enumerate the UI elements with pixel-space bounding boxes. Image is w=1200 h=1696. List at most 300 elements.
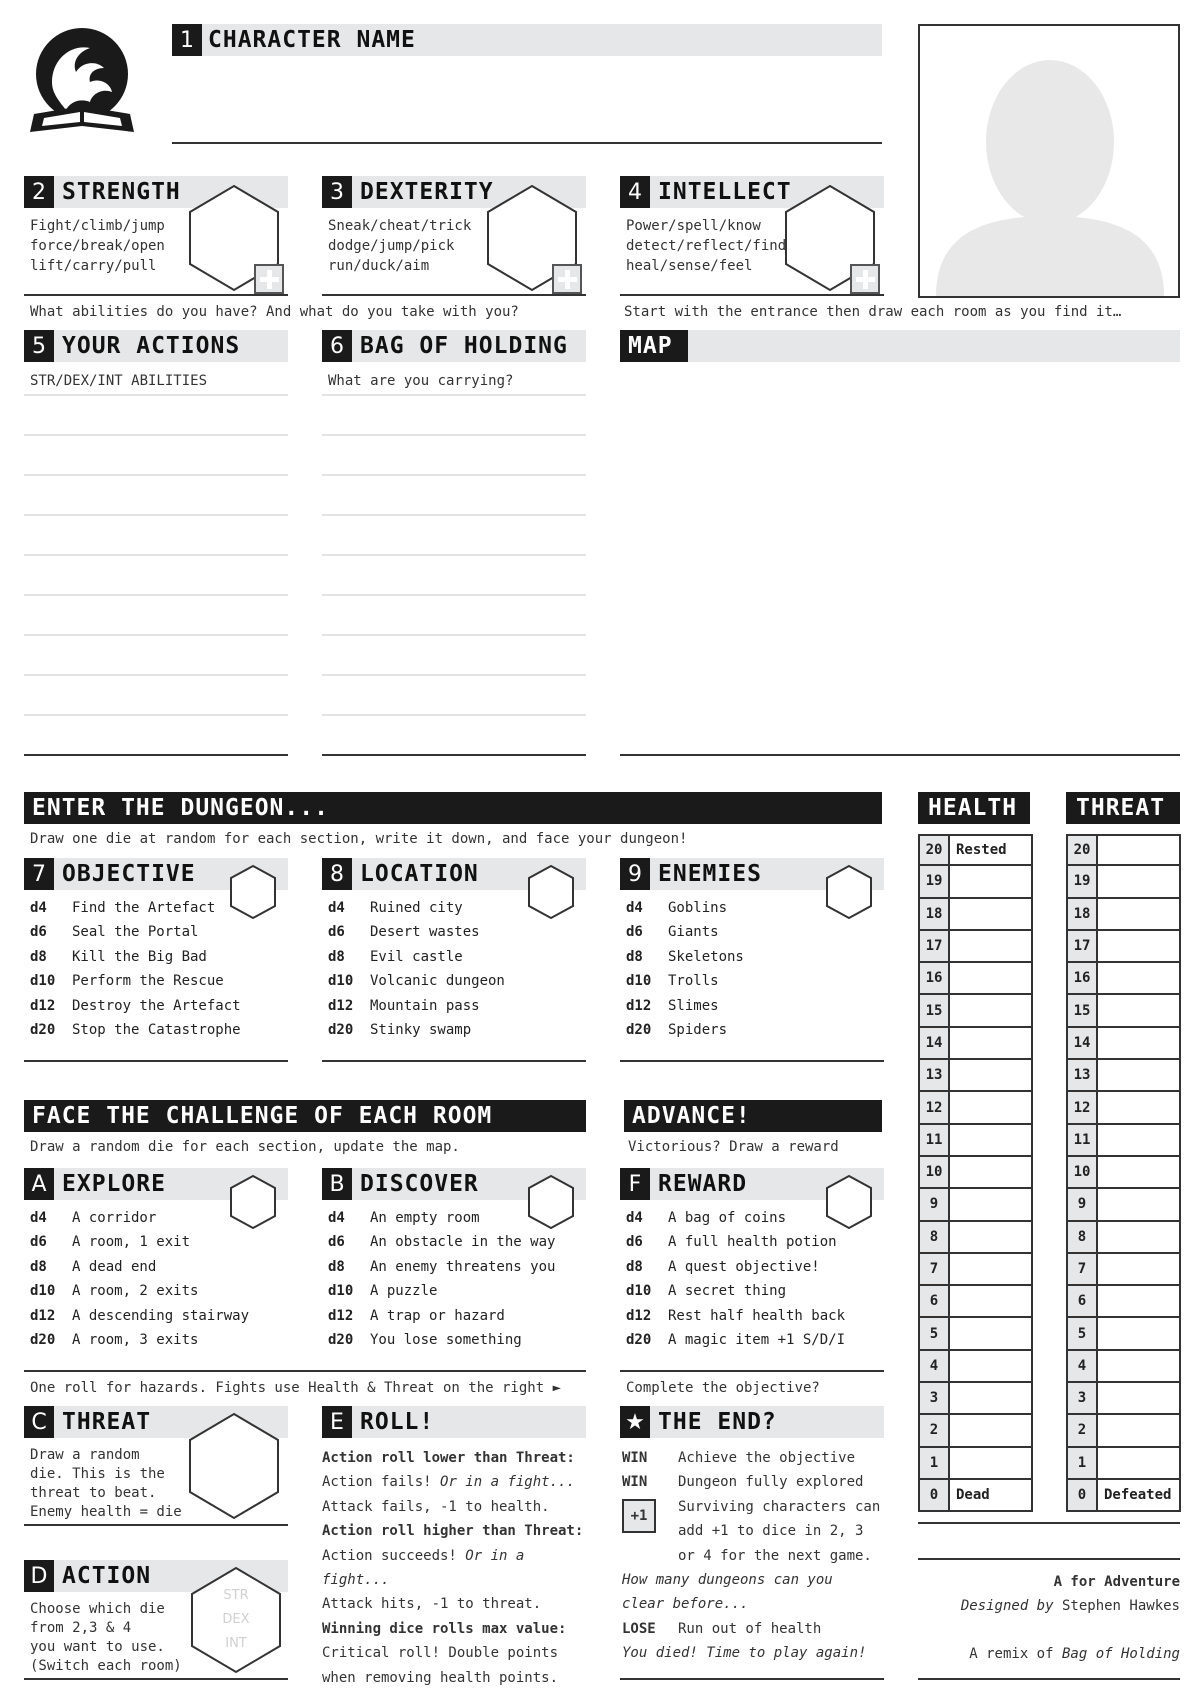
explore-row [30,1279,288,1303]
section-number: C [24,1406,54,1438]
track-cell[interactable]: Dead [956,1487,990,1504]
dragon-book-logo [30,22,140,136]
track-cell[interactable] [1098,1222,1179,1252]
track-number: 16 [1068,963,1098,993]
writing-line[interactable] [24,434,288,436]
die-label: d6 [328,1234,345,1251]
track-cell[interactable] [1098,1254,1179,1284]
map-prompt: Start with the entrance then draw each room as you find it… [624,304,1122,320]
track-number: 19 [920,866,950,896]
track-row[interactable] [1066,1383,1181,1415]
table-cell: Stop the Catastrophe [72,1022,241,1039]
table-cell: Giants [668,924,719,941]
die-label: d8 [626,1258,643,1275]
intellect-plus-icon[interactable] [850,264,880,294]
track-cell[interactable] [1098,1318,1179,1348]
track-row[interactable] [1066,1318,1181,1350]
table-cell: You lose something [370,1332,522,1349]
track-cell[interactable] [1098,995,1179,1025]
track-cell[interactable] [1098,1415,1179,1445]
face-challenge-subtitle: Draw a random die for each section, update the map. [30,1139,460,1155]
track-row[interactable] [1066,1092,1181,1124]
table-cell: A secret thing [668,1283,787,1300]
track-cell[interactable] [1098,1092,1179,1122]
writing-line[interactable] [322,474,586,476]
die-label: d6 [30,924,47,941]
dexterity-plus-icon[interactable] [552,264,582,294]
table-cell: Volcanic dungeon [370,973,505,990]
end-section [620,1406,884,1666]
threat-line: threat to beat. [30,1485,157,1501]
table-cell: Goblins [668,900,728,916]
section-number: E [322,1406,352,1438]
track-cell[interactable] [950,931,1031,961]
bag-subtitle: What are you carrying? [328,373,514,389]
die-label: d12 [328,997,354,1014]
writing-line[interactable] [322,594,586,596]
track-number: 12 [1068,1092,1098,1122]
track-row[interactable] [1066,1254,1181,1286]
track-number: 9 [1068,1189,1098,1219]
remix-prefix: A remix of [969,1646,1054,1662]
location-row [328,969,586,993]
section-number: 1 [172,24,202,56]
track-number: 3 [920,1383,950,1413]
table-cell: An empty room [370,1210,480,1226]
track-cell[interactable] [1098,836,1179,864]
die-label: d8 [328,1258,345,1275]
writing-line[interactable] [24,394,288,396]
track-number: 13 [1068,1060,1098,1090]
track-row[interactable] [918,1415,1033,1447]
die-label: d20 [30,1022,56,1039]
writing-line[interactable] [322,674,586,676]
track-number: 7 [1068,1254,1098,1284]
explore-row [30,1328,288,1352]
die-label: d6 [626,924,643,941]
writing-line[interactable] [322,514,586,516]
track-cell[interactable] [1098,1351,1179,1381]
action-line: from 2,3 & 4 [30,1620,132,1636]
track-cell[interactable] [1098,931,1179,961]
track-cell[interactable] [950,1125,1031,1155]
section-title: THREAT [62,1409,152,1435]
track-number: 4 [1068,1351,1098,1381]
track-cell[interactable] [950,1286,1031,1316]
section-title: THE END? [658,1409,777,1435]
die-label: d12 [626,1307,652,1324]
intellect-line: heal/sense/feel [626,258,753,274]
track-row[interactable] [918,931,1033,963]
reward-row [626,1304,884,1328]
table-cell: A room, 1 exit [72,1234,191,1251]
table-cell: Ruined city [370,900,463,916]
survive-line: or 4 for the next game. [678,1547,872,1564]
track-cell[interactable] [950,1222,1031,1252]
discover-row [328,1255,586,1279]
section-number: B [322,1168,352,1200]
reward-row [626,1328,884,1352]
died-line: You died! Time to play again! [622,1645,867,1662]
track-row[interactable] [1066,1351,1181,1383]
track-row[interactable] [918,1318,1033,1350]
table-cell: Seal the Portal [72,924,199,941]
die-label: d6 [30,1234,47,1251]
table-cell: A full health potion [668,1234,837,1251]
track-row[interactable] [1066,866,1181,898]
die-label: d8 [30,1258,47,1275]
track-cell[interactable] [1098,899,1179,929]
track-number: 5 [1068,1318,1098,1348]
table-cell: Slimes [668,997,719,1014]
roll-line: Winning dice rolls max value: [322,1620,567,1637]
win-label: WIN [622,1450,648,1466]
objective-row [30,1018,288,1042]
writing-line[interactable] [24,714,288,716]
location-row [328,994,586,1018]
die-label: d4 [30,1210,47,1226]
track-row[interactable] [918,1222,1033,1254]
track-number: 16 [920,963,950,993]
objective-row [30,920,288,944]
track-row[interactable] [1066,963,1181,995]
enemies-row [626,945,884,969]
advance-subtitle: Victorious? Draw a reward [628,1139,839,1155]
track-row[interactable] [1066,1125,1181,1157]
lose-text: Run out of health [678,1620,822,1637]
threat-hexagon-icon[interactable] [186,1412,282,1520]
actions-section [24,330,288,391]
track-row[interactable] [918,1448,1033,1480]
writing-line[interactable] [24,634,288,636]
location-row [328,920,586,944]
track-row[interactable] [918,1092,1033,1124]
die-label: d4 [328,1210,345,1226]
writing-line[interactable] [322,394,586,396]
track-number: 6 [920,1286,950,1316]
writing-line[interactable] [24,594,288,596]
reward-row [626,1230,884,1254]
track-number: 5 [920,1318,950,1348]
table-cell: Destroy the Artefact [72,997,241,1014]
table-cell: A corridor [72,1210,157,1226]
enemies-hexagon-icon[interactable] [824,864,874,920]
table-cell: Mountain pass [370,997,480,1014]
objective-row [30,994,288,1018]
strength-line: lift/carry/pull [30,258,157,274]
table-cell: A room, 3 exits [72,1332,199,1349]
die-label: d4 [328,900,345,916]
writing-line[interactable] [24,554,288,556]
die-label: d12 [626,997,652,1014]
dexterity-line: Sneak/cheat/trick [328,218,472,234]
win-label: WIN [622,1474,648,1491]
enemies-row [626,969,884,993]
track-cell[interactable] [950,1157,1031,1187]
hazard-note: One roll for hazards. Fights use Health & Threat on the right ► [30,1380,562,1396]
objective-row [30,969,288,993]
table-cell: A trap or hazard [370,1307,505,1324]
track-number: 17 [920,931,950,961]
die-label: d4 [30,900,47,916]
roll-line: Attack fails, -1 to health. [322,1498,550,1515]
discover-row [328,1304,586,1328]
section-number: 4 [620,176,650,208]
section-title: ENEMIES [658,861,762,887]
track-number: 2 [920,1415,950,1445]
track-cell[interactable] [1098,1157,1179,1187]
discover-row [328,1230,586,1254]
track-cell[interactable] [1098,1125,1179,1155]
track-cell[interactable] [950,866,1031,896]
reward-hexagon-icon[interactable] [824,1174,874,1230]
strength-plus-icon[interactable] [254,264,284,294]
track-cell[interactable] [1098,1060,1179,1090]
track-number: 18 [920,899,950,929]
credits-title: A for Adventure [1053,1574,1180,1590]
track-cell[interactable] [1098,1448,1179,1478]
section-title: BAG OF HOLDING [360,333,568,359]
track-cell[interactable]: Rested [956,842,1007,859]
survive-line: Surviving characters can [678,1498,881,1515]
track-row[interactable] [918,834,1033,866]
designer-prefix: Designed by [960,1598,1054,1614]
section-number: 6 [322,330,352,362]
track-cell[interactable] [950,1448,1031,1478]
section-title: YOUR ACTIONS [62,333,241,359]
track-row[interactable] [1066,1060,1181,1092]
section-title: REWARD [658,1171,748,1197]
section-title: ACTION [62,1563,152,1589]
die-label: d10 [30,1283,56,1300]
track-row[interactable] [1066,1448,1181,1480]
section-number: D [24,1560,54,1592]
roll-line: Action roll lower than Threat: [322,1450,575,1466]
table-cell: A descending stairway [72,1307,250,1324]
track-number: 15 [920,995,950,1025]
map-area[interactable] [620,366,1180,752]
track-row[interactable] [918,1286,1033,1318]
enemies-row [626,994,884,1018]
die-label: d20 [30,1332,56,1349]
writing-line[interactable] [24,514,288,516]
section-number: F [620,1168,650,1200]
track-cell[interactable] [950,1028,1031,1058]
track-row[interactable] [1066,1028,1181,1060]
threat-line: Draw a random [30,1447,140,1463]
die-label: d20 [328,1022,354,1039]
die-label: d8 [30,948,47,965]
track-cell[interactable]: Defeated [1104,1487,1172,1504]
character-name-line[interactable] [172,142,882,144]
survive-line: add +1 to dice in 2, 3 [678,1523,864,1540]
explore-hexagon-icon[interactable] [228,1174,278,1230]
discover-row [328,1279,586,1303]
track-number: 20 [920,836,950,864]
track-number: 14 [1068,1028,1098,1058]
character-name-header [172,24,882,56]
track-row[interactable] [918,1480,1033,1512]
enter-dungeon-banner: ENTER THE DUNGEON... [24,792,882,824]
writing-line[interactable] [24,674,288,676]
track-number: 20 [1068,836,1098,864]
writing-line[interactable] [322,554,586,556]
track-cell[interactable] [1098,1286,1179,1316]
objective-row [30,945,288,969]
track-cell[interactable] [950,995,1031,1025]
star-icon: ★ [620,1406,650,1438]
track-row[interactable] [918,1351,1033,1383]
track-cell[interactable] [950,1189,1031,1219]
track-cell[interactable] [950,1092,1031,1122]
table-cell: A bag of coins [668,1210,787,1226]
section-number: A [24,1168,54,1200]
discover-hexagon-icon[interactable] [526,1174,576,1230]
location-hexagon-icon[interactable] [526,864,576,920]
threat-line: die. This is the [30,1466,165,1482]
writing-line[interactable] [322,714,586,716]
track-row[interactable] [918,899,1033,931]
track-number: 8 [920,1222,950,1252]
section-title: MAP [620,330,688,362]
reward-row [626,1279,884,1303]
track-row[interactable] [1066,834,1181,866]
track-cell[interactable] [950,1415,1031,1445]
track-cell[interactable] [950,1351,1031,1381]
track-number: 18 [1068,899,1098,929]
complete-note: Complete the objective? [626,1380,820,1396]
objective-hexagon-icon[interactable] [228,864,278,920]
track-cell[interactable] [950,1318,1031,1348]
track-row[interactable] [918,1060,1033,1092]
section-title: EXPLORE [62,1171,166,1197]
track-number: 14 [920,1028,950,1058]
track-row[interactable] [918,1254,1033,1286]
intellect-line: Power/spell/know [626,218,761,234]
track-row[interactable] [918,1383,1033,1415]
portrait-box[interactable] [918,24,1180,298]
track-number: 10 [1068,1157,1098,1187]
track-cell[interactable] [1098,1028,1179,1058]
track-cell[interactable] [1098,963,1179,993]
threat-track [1066,834,1181,1512]
explore-row [30,1230,288,1254]
dex-label: DEX [222,1612,250,1627]
portrait-placeholder-icon [920,26,1178,296]
track-number: 7 [920,1254,950,1284]
table-cell: Stinky swamp [370,1022,472,1039]
table-cell: A room, 2 exits [72,1283,199,1300]
roll-line: Action fails! Or in a fight... [322,1474,575,1491]
location-row [328,1018,586,1042]
track-row[interactable] [1066,1480,1181,1512]
section-number: 9 [620,858,650,890]
track-number: 8 [1068,1222,1098,1252]
track-row[interactable] [918,1189,1033,1221]
health-track [918,834,1033,1512]
section-title: LOCATION [360,861,479,887]
threat-banner: THREAT [1066,792,1180,824]
int-label: INT [225,1636,247,1651]
table-cell: A dead end [72,1258,157,1275]
track-number: 12 [920,1092,950,1122]
writing-line[interactable] [322,434,586,436]
track-cell[interactable] [950,1254,1031,1284]
dexterity-line: run/duck/aim [328,258,430,274]
action-line: Choose which die [30,1601,165,1617]
track-number: 15 [1068,995,1098,1025]
track-number: 10 [920,1157,950,1187]
track-number: 19 [1068,866,1098,896]
track-row[interactable] [918,995,1033,1027]
strength-line: Fight/climb/jump [30,218,165,234]
track-row[interactable] [1066,995,1181,1027]
track-row[interactable] [1066,1286,1181,1318]
track-row[interactable] [1066,1189,1181,1221]
dexterity-line: dodge/jump/pick [328,238,455,254]
table-cell: Spiders [668,1022,728,1039]
explore-row [30,1255,288,1279]
die-label: d10 [626,973,652,990]
track-number: 4 [920,1351,950,1381]
section-title: STRENGTH [62,179,181,205]
track-cell[interactable] [950,899,1031,929]
enter-dungeon-subtitle: Draw one die at random for each section, write it down, and face your dungeon! [30,831,688,847]
track-cell[interactable] [1098,1383,1179,1413]
die-label: d8 [626,948,643,965]
track-row[interactable] [1066,1157,1181,1189]
track-cell[interactable] [1098,866,1179,896]
roll-line: when removing health points. [322,1669,559,1686]
discover-row [328,1328,586,1352]
action-line: you want to use. [30,1639,165,1655]
track-row[interactable] [918,1028,1033,1060]
track-cell[interactable] [950,1383,1031,1413]
track-row[interactable] [1066,931,1181,963]
die-label: d12 [30,997,56,1014]
track-row[interactable] [918,1157,1033,1189]
track-number: 0 [920,1480,950,1510]
table-cell: Rest half health back [668,1307,846,1324]
track-row[interactable] [1066,1415,1181,1447]
advance-banner: ADVANCE! [624,1100,882,1132]
health-banner: HEALTH [918,792,1030,824]
track-row[interactable] [918,1125,1033,1157]
str-label: STR [223,1588,249,1603]
track-row[interactable] [918,963,1033,995]
track-number: 17 [1068,931,1098,961]
track-number: 1 [920,1448,950,1478]
track-row[interactable] [918,866,1033,898]
writing-line[interactable] [24,474,288,476]
track-row[interactable] [1066,1222,1181,1254]
action-line: (Switch each room) [30,1658,182,1674]
writing-line[interactable] [322,634,586,636]
die-label: d4 [626,900,643,916]
table-cell: Skeletons [668,948,744,965]
table-cell: Trolls [668,973,719,990]
roll-section [322,1406,586,1690]
table-cell: Desert wastes [370,924,480,941]
track-number: 3 [1068,1383,1098,1413]
table-cell: A quest objective! [668,1258,820,1275]
track-cell[interactable] [1098,1189,1179,1219]
lose-label: LOSE [622,1620,656,1637]
track-cell[interactable] [950,963,1031,993]
win-text: Dungeon fully explored [678,1474,864,1491]
track-cell[interactable] [950,1060,1031,1090]
track-row[interactable] [1066,899,1181,931]
